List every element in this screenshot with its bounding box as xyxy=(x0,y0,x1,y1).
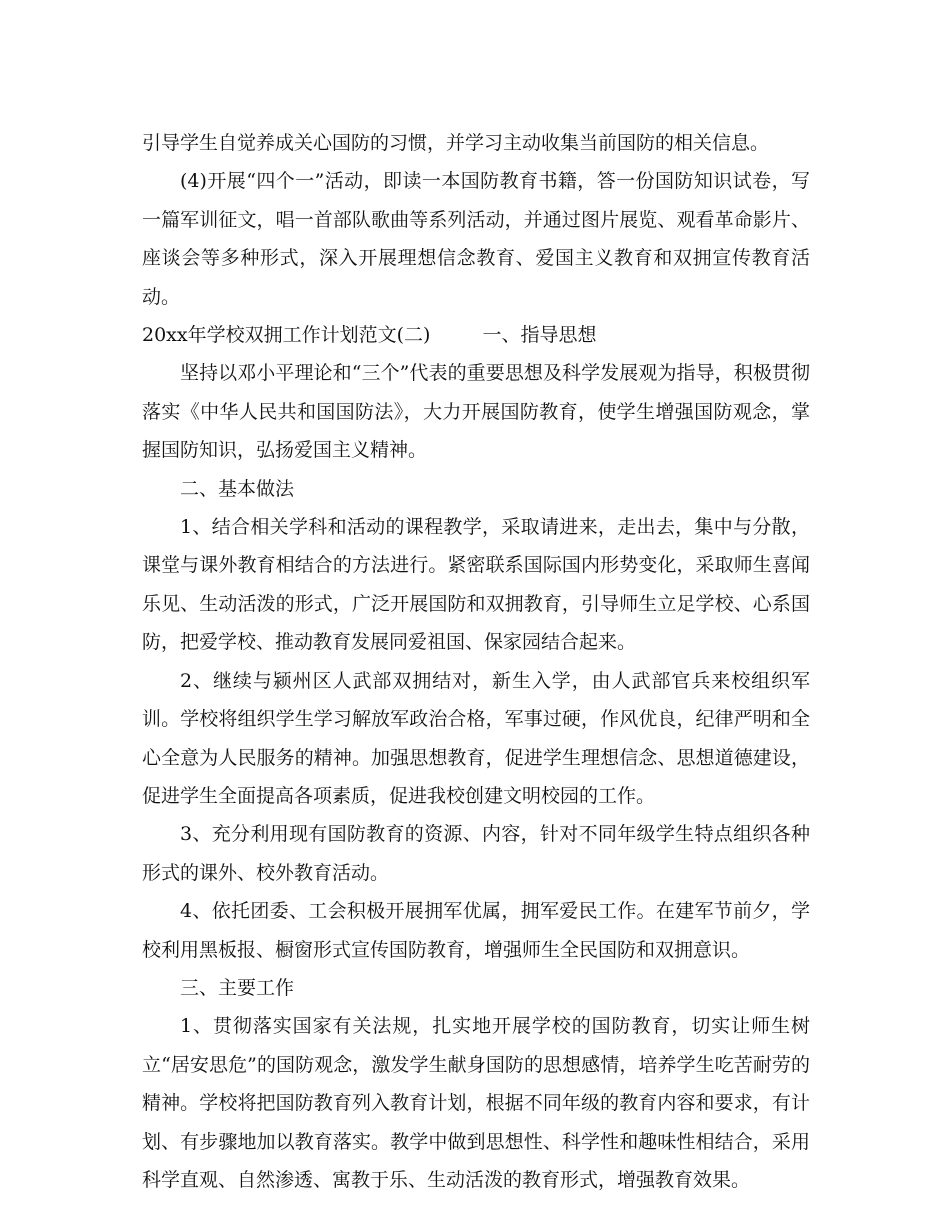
paragraph-method-2: 2、继续与颍州区人武部双拥结对，新生入学，由人武部官兵来校组织军训。学校将组织学生学习解放军政治合格，军事过硬，作风优良，纪律严明和全心全意为人民服务的精神。加强思想教育，促进学生理想信念、思想道德建设，促进学生全面提高各项素质，促进我校创建文明校园的工作。 xyxy=(142,669,810,807)
paragraph-method-4: 4、依托团委、工会积极开展拥军优属，拥军爱民工作。在建军节前夕，学校利用黑板报、橱窗形式宣传国防教育，增强师生全民国防和双拥意识。 xyxy=(142,900,810,961)
section-heading-guiding-thought: 一、指导思想 xyxy=(482,324,597,347)
paragraph-main-work-1: 1、贯彻落实国家有关法规，扎实地开展学校的国防教育，切实让师生树立“居安思危”的国防观念，激发学生献身国防的思想感情，培养学生吃苦耐劳的精神。学校将把国防教育列入教育计划，根据不同年级的教育内容和要求，有计划、有步骤地加以教育落实。教学中做到思想性、科学性和趣味性相结合，采用科学直观、自然渗透、寓教于乐、生动活泼的教育形式，增强教育效果。 xyxy=(142,1015,810,1191)
document-body xyxy=(142,124,810,1199)
title-line xyxy=(142,316,810,354)
section-heading-main-work: 三、主要工作 xyxy=(180,976,295,999)
paragraph-method-1: 1、结合相关学科和活动的课程教学，采取请进来，走出去，集中与分散，课堂与课外教育相结合的方法进行。紧密联系国际国内形势变化，采取师生喜闻乐见、生动活泼的形式，广泛开展国防和双拥教育，引导师生立足学校、心系国防，把爱学校、推动教育发展同爱祖国、保家园结合起来。 xyxy=(142,516,810,654)
paragraph-continued: 引导学生自觉养成关心国防的习惯，并学习主动收集当前国防的相关信息。 xyxy=(142,132,770,154)
paragraph-guiding-thought: 坚持以邓小平理论和“三个”代表的重要思想及科学发展观为指导，积极贯彻落实《中华人民共和国国防法》，大力开展国防教育，使学生增强国防观念，掌握国防知识，弘扬爱国主义精神。 xyxy=(142,362,810,462)
section-heading-basic-methods: 二、基本做法 xyxy=(180,477,295,500)
paragraph-four-ones-activity: (4)开展“四个一”活动，即读一本国防教育书籍，答一份国防知识试卷，写一篇军训征文，唱一首部队歌曲等系列活动，并通过图片展览、观看革命影片、座谈会等多种形式，深入开展理想信念教育、爱国主义教育和双拥宣传教育活动。 xyxy=(142,170,810,308)
paragraph-method-3: 3、充分利用现有国防教育的资源、内容，针对不同年级学生特点组织各种形式的课外、校外教育活动。 xyxy=(142,823,810,884)
document-title: 20xx年学校双拥工作计划范文(二) xyxy=(142,324,431,347)
